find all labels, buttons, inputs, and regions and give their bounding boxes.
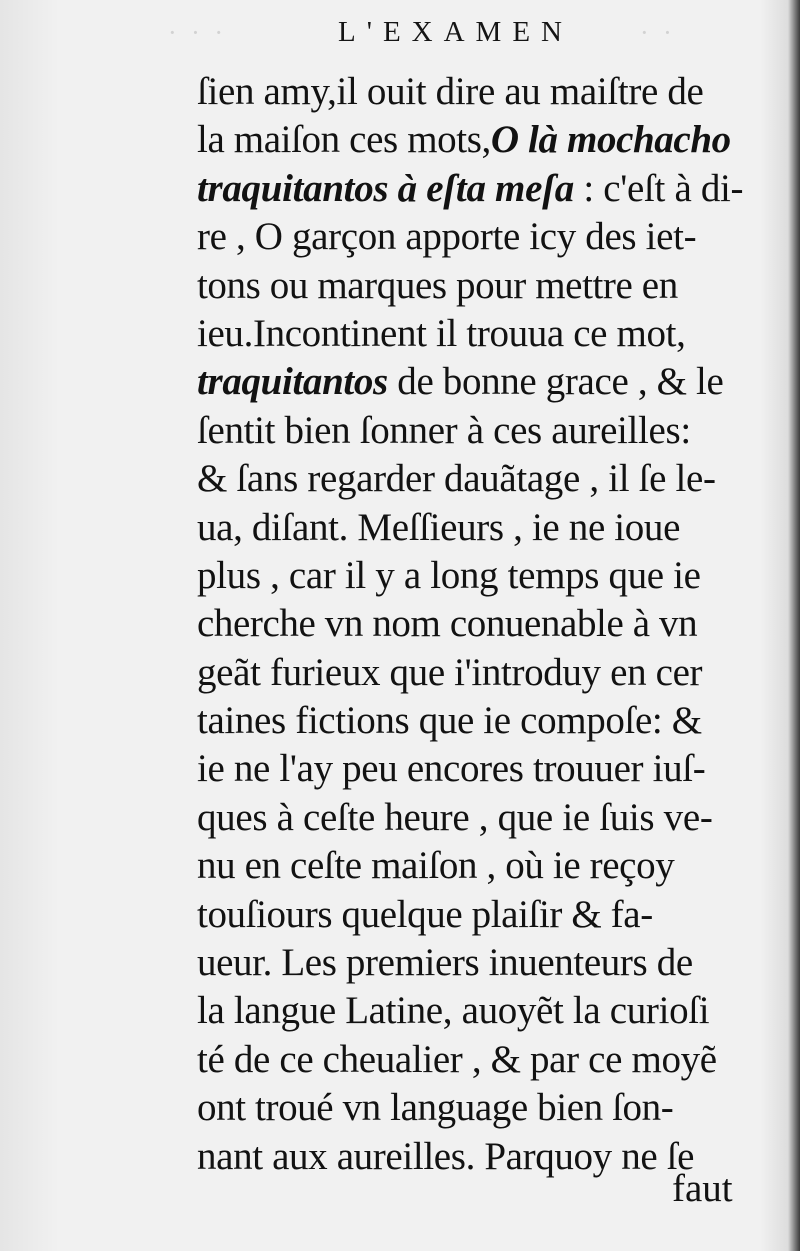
text-segment: ſentit bien ſonner à ces aureilles: bbox=[197, 408, 691, 452]
text-line bbox=[197, 552, 765, 600]
text-segment: ua, diſant. Meſſieurs , ie ne ioue bbox=[197, 505, 681, 549]
text-line bbox=[197, 1084, 765, 1132]
italic-segment: traquitantos à eſta meſa bbox=[197, 166, 574, 210]
italic-segment: traquitantos bbox=[197, 360, 388, 404]
text-line bbox=[197, 987, 765, 1035]
text-line bbox=[197, 455, 765, 503]
text-segment: & ſans regarder dauãtage , il ſe le- bbox=[197, 457, 716, 501]
page-edge bbox=[788, 0, 800, 1251]
text-segment: la maiſon ces mots, bbox=[197, 118, 491, 162]
text-segment: re , O garçon apporte icy des iet- bbox=[197, 215, 697, 259]
text-segment: cherche vn nom conuenable à vn bbox=[197, 602, 698, 646]
text-line bbox=[197, 310, 765, 358]
text-segment: la langue Latine, auoyẽt la curioſi bbox=[197, 989, 710, 1033]
text-line bbox=[197, 68, 765, 116]
text-segment: ieu.Incontinent il trouua ce mot, bbox=[197, 311, 686, 355]
text-line bbox=[197, 116, 765, 164]
text-line bbox=[197, 649, 765, 697]
text-line bbox=[197, 504, 765, 552]
text-segment: taines fictions que ie compoſe: & bbox=[197, 699, 702, 743]
text-segment: tons ou marques pour mettre en bbox=[197, 263, 678, 307]
text-segment: ſien amy,il ouit dire au maiſtre de bbox=[197, 70, 704, 113]
italic-segment: O là mochacho bbox=[490, 118, 731, 162]
text-segment: ques à ceſte heure , que ie ſuis ve- bbox=[197, 795, 713, 839]
text-line bbox=[197, 1036, 765, 1084]
text-line bbox=[197, 891, 765, 939]
text-segment: touſiours quelque plaiſir & fa- bbox=[197, 892, 653, 936]
text-segment: geãt furieux que i'introduy en cer bbox=[197, 650, 703, 694]
bleed-through-right: · · bbox=[640, 18, 676, 47]
text-line bbox=[197, 262, 765, 310]
running-head: L'EXAMEN bbox=[338, 16, 573, 48]
text-line bbox=[197, 165, 765, 213]
text-segment: : c'eſt à di- bbox=[573, 166, 744, 210]
text-line bbox=[197, 939, 765, 987]
text-segment: nant aux aureilles. Parquoy ne ſe bbox=[197, 1134, 695, 1178]
text-segment: ueur. Les premiers inuenteurs de bbox=[197, 941, 693, 985]
text-segment: plus , car il y a long temps que ie bbox=[197, 553, 701, 597]
text-line bbox=[197, 697, 765, 745]
text-segment: nu en ceſte maiſon , où ie reçoy bbox=[197, 844, 675, 888]
text-segment: ie ne l'ay peu encores trouuer iuſ- bbox=[197, 747, 706, 791]
text-line bbox=[197, 407, 765, 455]
text-line bbox=[197, 600, 765, 648]
body-text bbox=[197, 68, 765, 1181]
text-segment: de bonne grace , & le bbox=[387, 360, 724, 404]
text-line bbox=[197, 745, 765, 793]
text-line bbox=[197, 358, 765, 406]
text-line bbox=[197, 213, 765, 261]
text-line bbox=[197, 842, 765, 890]
text-segment: té de ce cheualier , & par ce moyẽ bbox=[197, 1037, 717, 1081]
text-segment: ont troué vn language bien ſon- bbox=[197, 1086, 674, 1130]
bleed-through-left: · · · bbox=[168, 18, 227, 47]
text-line bbox=[197, 794, 765, 842]
catchword: faut bbox=[672, 1167, 733, 1210]
